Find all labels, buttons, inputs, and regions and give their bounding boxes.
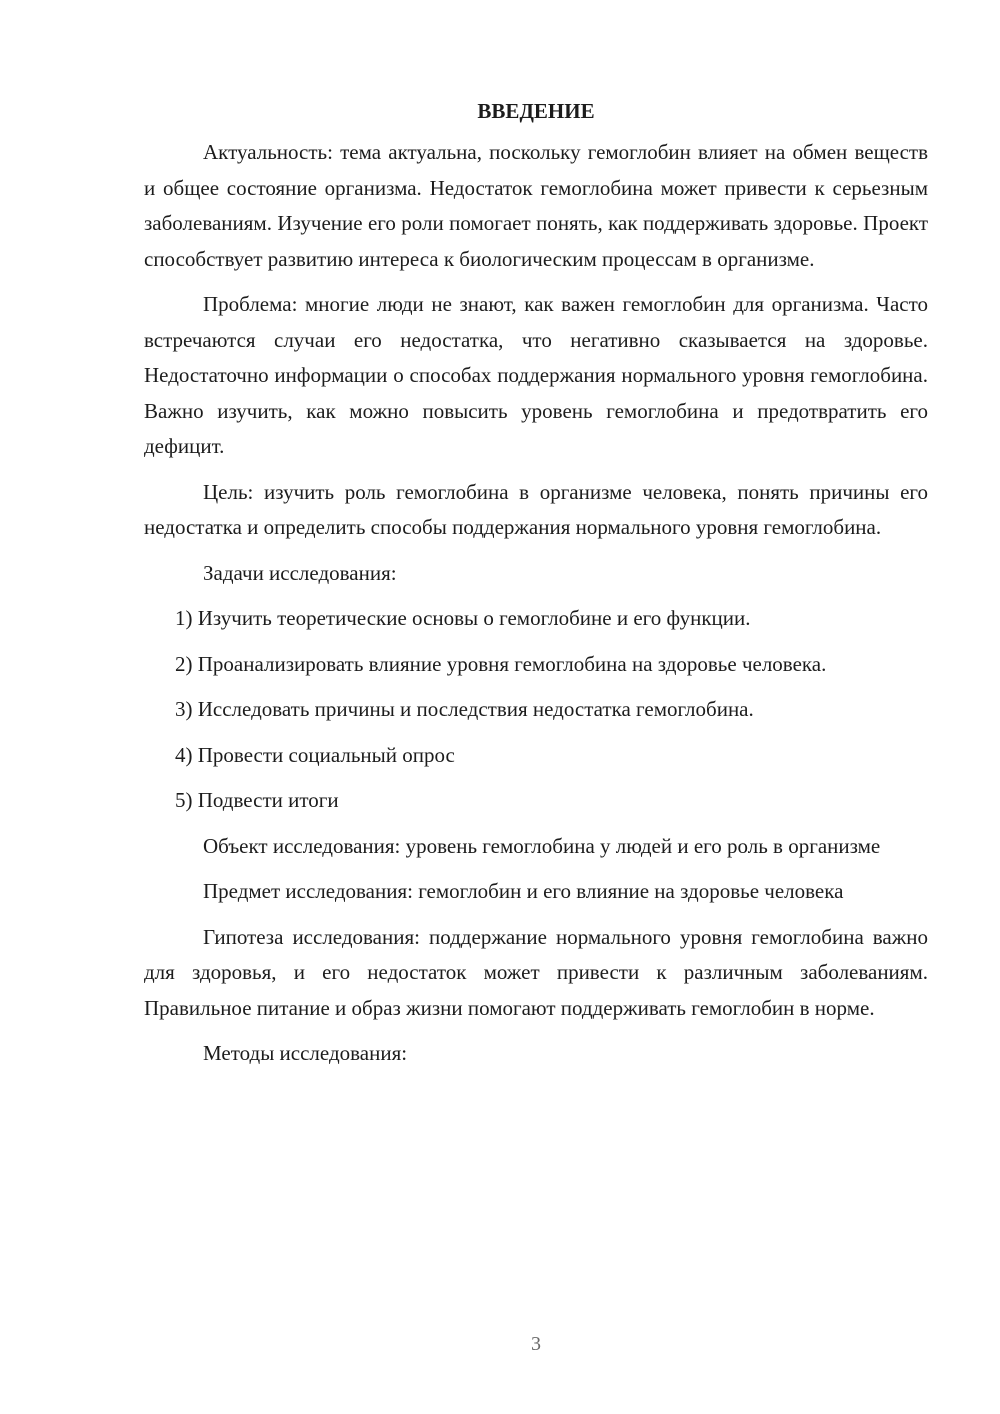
- task-item-2: 2) Проанализировать влияние уровня гемоглобина на здоровье человека.: [175, 651, 827, 676]
- page-title: ВВЕДЕНИЕ: [477, 99, 595, 123]
- hypothesis-paragraph: Гипотеза исследования: поддержание нормального уровня гемоглобина важно для здоровья, и его недостаток может привести к различным заболеваниям. Правильное питание и образ жизни помогают поддерживать гемоглобин в норме.: [144, 924, 928, 1020]
- goal-paragraph: Цель: изучить роль гемоглобина в организме человека, понять причины его недостатка и определить способы поддержания нормального уровня гемоглобина.: [144, 479, 928, 539]
- methods-heading: Методы исследования:: [203, 1041, 408, 1065]
- problem-paragraph: Проблема: многие люди не знают, как важен гемоглобин для организма. Часто встречаются случаи его недостатка, что негативно сказывается на здоровье. Недостаточно информации о способах поддержания нормального уровня гемоглобина. Важно изучить, как можно повысить уровень гемоглобина и предотвратить его дефицит.: [144, 292, 928, 458]
- task-item-5: 5) Подвести итоги: [175, 788, 339, 812]
- page-content: [144, 96, 928, 1082]
- task-item-4: 4) Провести социальный опрос: [175, 742, 455, 767]
- task-item-3: 3) Исследовать причины и последствия недостатка гемоглобина.: [175, 697, 754, 721]
- tasks-heading: Задачи исследования:: [203, 560, 397, 585]
- subject-paragraph: Предмет исследования: гемоглобин и его влияние на здоровье человека: [203, 879, 844, 903]
- relevance-paragraph: Актуальность: тема актуальна, поскольку гемоглобин влияет на обмен веществ и общее состояние организма. Недостаток гемоглобина может привести к серьезным заболеваниям. Изучение его роли помогает понять, как поддерживать здоровье. Проект способствует развитию интереса к биологическим процессам в организме.: [144, 140, 928, 271]
- page-number: 3: [531, 1333, 541, 1355]
- task-item-1: 1) Изучить теоретические основы о гемоглобине и его функции.: [175, 606, 751, 630]
- object-paragraph: Объект исследования: уровень гемоглобина у людей и его роль в организме: [203, 833, 881, 858]
